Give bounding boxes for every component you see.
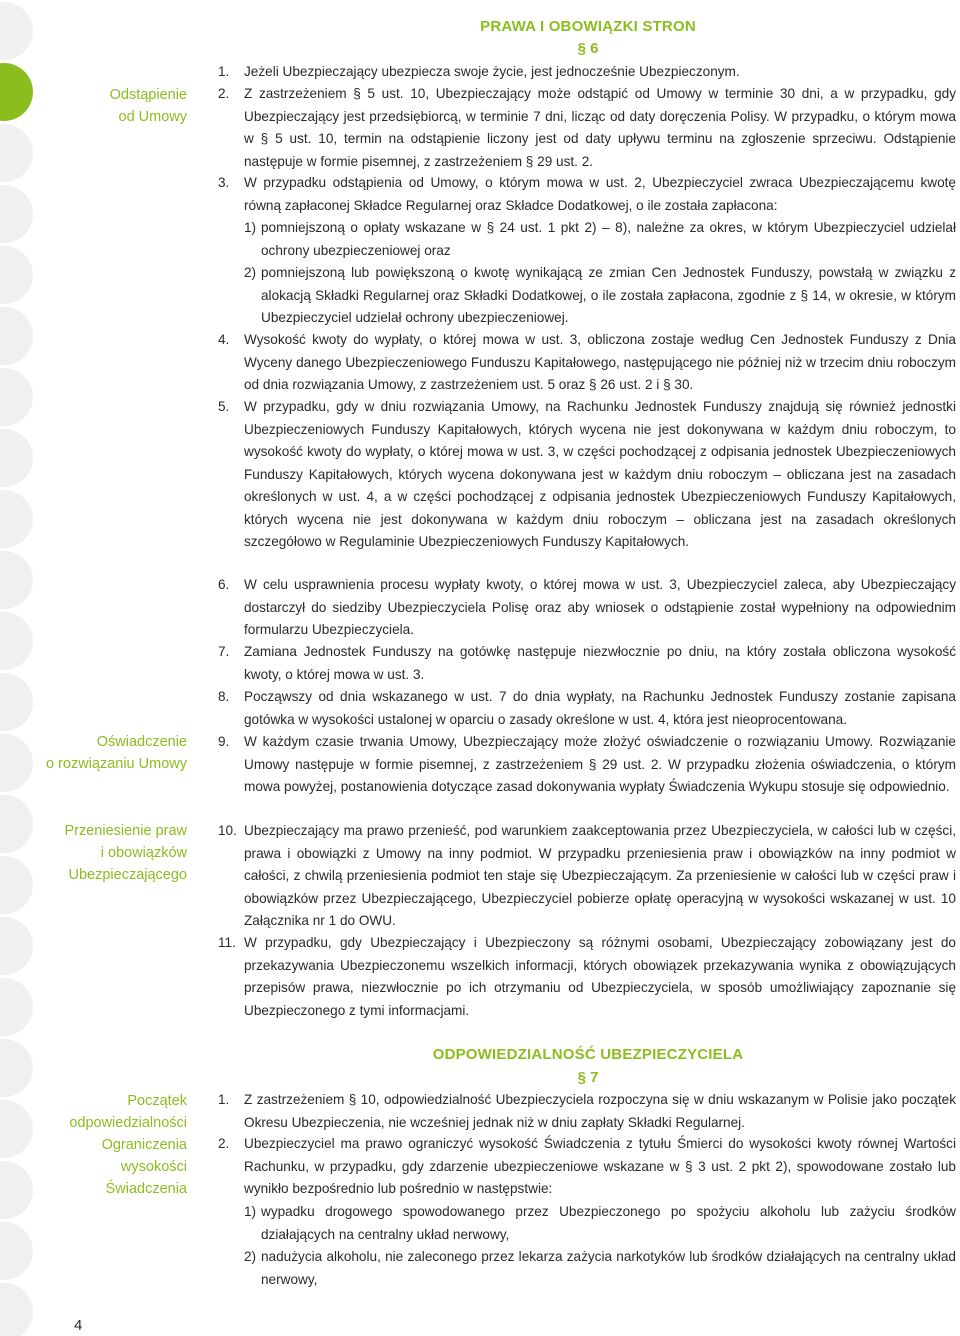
paragraph-text: Wysokość kwoty do wypłaty, o której mowa w ust. 3, obliczona zostaje według Cen Jednostek Funduszy z Dnia Wyceny danego Ubezpieczeniowego Funduszu Kapitałowego, następującego nie później niż w trzecim dniu roboczym od dnia rozwiązania Umowy, z zastrzeżeniem ust. 5 oraz § 26 ust. 2 i § 30. xyxy=(244,332,956,392)
paragraph-number: 9. xyxy=(218,734,230,749)
subpoint-number: 2) xyxy=(244,265,257,280)
paragraph-number: 1. xyxy=(218,64,230,79)
paragraph-text: W celu usprawnienia procesu wypłaty kwoty, o której mowa w ust. 3, Ubezpieczyciel zaleca, aby Ubezpieczający dostarczył do siedziby Ubezpieczyciela Polisę oraz aby wniosek o odstąpienie został wypełniony na odpowiednim formularzu Ubezpieczyciela. xyxy=(244,577,956,637)
subpoint-text: nadużycia alkoholu, nie zaleconego przez lekarza zażycia narkotyków lub środków działających na centralny układ nerwowy, xyxy=(261,1249,956,1287)
paragraph-number: 2. xyxy=(218,86,230,101)
paragraph-number: 11. xyxy=(218,935,236,950)
subpoint-7-2-1 xyxy=(244,1201,956,1246)
paragraph-text: W przypadku, gdy w dniu rozwiązania Umowy, na Rachunku Jednostek Funduszy znajdują się również jednostki Ubezpieczeniowych Funduszy Kapitałowych, których wycena nie jest dokonywana w każdym dniu roboczym, to wysokość kwoty do wypłaty, o której mowa w ust. 3, w części pochodzącej z odpisania jednostek Ubezpieczeniowych Funduszy Kapitałowych, których wycena dokonywana jest w każdym dniu roboczym – obliczana jest na zasadach określonych w ust. 4, a w części pochodzącej z odpisania jednostek Ubezpieczeniowych Funduszy Kapitałowych, których wycena nie jest dokonywana w każdym dniu roboczym – obliczana jest na zasadach określonych szczegółowo w Regulaminie Ubezpieczeniowych Funduszy Kapitałowych. xyxy=(244,399,956,549)
paragraph-text: Z zastrzeżeniem § 5 ust. 10, Ubezpieczający może odstąpić od Umowy w terminie 30 dni, a w przypadku, gdy Ubezpieczający jest przedsiębiorcą, w terminie 7 dni, licząc od daty doręczenia Polisy. W przypadku, o którym mowa w § 5 ust. 10, termin na odstąpienie liczony jest od daty upływu terminu na zgłoszenie sprzeciwu. Odstąpienie następuje w formie pisemnej, z zastrzeżeniem § 29 ust. 2. xyxy=(244,86,956,169)
subpoint-number: 1) xyxy=(244,220,257,235)
subpoint-7-2-2 xyxy=(244,1246,956,1291)
paragraph-6-7 xyxy=(218,641,956,686)
subpoint-text: pomniejszoną lub powiększoną o kwotę wynikającą ze zmian Cen Jednostek Funduszy, powstałą w związku z alokacją Składki Regularnej oraz Składki Dodatkowej, o ile została zapłacona, zgodnie z § 14, w okresie, w którym Ubezpieczyciel udzielał ochrony ubezpieczeniowej. xyxy=(261,265,956,325)
side-label-start-of-liability: Początek odpowiedzialności Ograniczenia wysokości Świadczenia xyxy=(69,1093,187,1197)
paragraph-text: Z zastrzeżeniem § 10, odpowiedzialność Ubezpieczyciela rozpoczyna się w dniu wskazanym w Polisie jako początek Okresu Ubezpieczenia, nie wcześniej jednak niż w dniu zapłaty Składki Regularnej. xyxy=(244,1092,956,1130)
paragraph-number: 4. xyxy=(218,332,230,347)
paragraph-6-2 xyxy=(218,83,956,173)
section-title-rights-obligations: PRAWA I OBOWIĄZKI STRON xyxy=(480,18,696,35)
paragraph-number: 8. xyxy=(218,689,230,704)
paragraph-number: 10. xyxy=(218,823,237,838)
paragraph-6-10 xyxy=(218,820,956,933)
paragraph-number: 6. xyxy=(218,577,230,592)
paragraph-6-1 xyxy=(218,61,956,84)
side-label-termination-statement: Oświadczenie o rozwiązaniu Umowy xyxy=(45,734,187,772)
subpoint-text: pomniejszoną o opłaty wskazane w § 24 ust. 1 pkt 2) – 8), należne za okres, w którym Ubezpieczyciel udzielał ochrony ubezpieczeniowej oraz xyxy=(261,220,956,258)
side-label-withdrawal: Odstąpienie od Umowy xyxy=(109,87,187,125)
paragraph-6-5 xyxy=(218,396,956,554)
paragraph-number: 5. xyxy=(218,399,230,414)
paragraph-number: 2. xyxy=(218,1136,230,1151)
section-title-insurer-liability: ODPOWIEDZIALNOŚĆ UBEZPIECZYCIELA xyxy=(432,1046,744,1063)
section-number-7: § 7 xyxy=(577,1069,599,1086)
paragraph-7-1 xyxy=(218,1089,956,1134)
paragraph-number: 7. xyxy=(218,644,230,659)
paragraph-text: Ubezpieczyciel ma prawo ograniczyć wysokość Świadczenia z tytułu Śmierci do wysokości kwoty równej Wartości Rachunku, w przypadku, gdy zdarzenie ubezpieczeniowe wskazane w § 3 ust. 2 pkt 2), spowodowane zostało lub wynikło bezpośrednio lub pośrednio w następstwie: xyxy=(244,1136,956,1196)
paragraph-6-9 xyxy=(218,731,956,799)
paragraph-6-3 xyxy=(218,172,956,217)
paragraph-text: W przypadku odstąpienia od Umowy, o którym mowa w ust. 2, Ubezpieczyciel zwraca Ubezpieczającemu kwotę równą zapłaconej Składce Regularnej oraz Składce Dodatkowej, o ile została zapłacona: xyxy=(244,175,956,213)
subpoint-text: wypadku drogowego spowodowanego przez Ubezpieczonego po spożyciu alkoholu lub zażyciu środków działających na centralny układ nerwowy, xyxy=(261,1204,956,1242)
subpoint-number: 1) xyxy=(244,1204,257,1219)
paragraph-6-8 xyxy=(218,686,956,731)
paragraph-text: Począwszy od dnia wskazanego w ust. 7 do dnia wypłaty, na Rachunku Jednostek Funduszy zostanie zapisana gotówka w wysokości ustalonej w oparciu o zasady określone w ust. 4, która jest nieoprocentowana. xyxy=(244,689,956,727)
paragraph-7-2 xyxy=(218,1133,956,1201)
paragraph-text: Zamiana Jednostek Funduszy na gotówkę następuje niezwłocznie po dniu, na który została obliczona wysokość kwoty, o której mowa w ust. 3. xyxy=(244,644,956,682)
paragraph-text: W przypadku, gdy Ubezpieczający i Ubezpieczony są różnymi osobami, Ubezpieczający zobowiązany jest do przekazywania Ubezpieczonemu wszelkich informacji, których obowiązek przekazywania wynika z obowiązujących przepisów prawa, niezwłocznie po ich otrzymaniu od Ubezpieczyciela, w sposób umożliwiający zapoznanie się Ubezpieczonego z tymi informacjami. xyxy=(244,935,956,1018)
subpoint-6-3-1 xyxy=(244,217,956,262)
paragraph-6-6 xyxy=(218,574,956,642)
subpoint-number: 2) xyxy=(244,1249,257,1264)
page-number: 4 xyxy=(74,1317,83,1334)
paragraph-number: 1. xyxy=(218,1092,230,1107)
side-label-transfer-of-rights: Przeniesienie praw i obowiązków Ubezpieczającego xyxy=(64,823,187,883)
paragraph-text: Ubezpieczający ma prawo przenieść, pod warunkiem zaakceptowania przez Ubezpieczyciela, w całości lub w części, prawa i obowiązki z Umowy na inny podmiot. W przypadku przeniesienia praw i obowiązków na inny podmiot w całości, z chwilą przeniesienia podmiot ten staje się Ubezpieczającym. Za przeniesienie w całości lub w części praw i obowiązków przez Ubezpieczającego, Ubezpieczyciel pobierze opłatę operacyjną w wysokości wskazanej w ust. 10 Załącznika nr 1 do OWU. xyxy=(244,823,956,928)
paragraph-text: W każdym czasie trwania Umowy, Ubezpieczający może złożyć oświadczenie o rozwiązaniu Umowy. Rozwiązanie Umowy następuje w formie pisemnej, z zastrzeżeniem § 29 ust. 2. W przypadku złożenia oświadczenia, o którym mowa powyżej, postanowienia dotyczące zasad dokonywania wypłaty Świadczenia Wykupu stosuje się odpowiednio. xyxy=(244,734,956,794)
section-number-6: § 6 xyxy=(577,40,599,57)
paragraph-6-11 xyxy=(218,932,956,1022)
paragraph-6-4 xyxy=(218,329,956,397)
subpoint-6-3-2 xyxy=(244,262,956,330)
paragraph-number: 3. xyxy=(218,175,230,190)
paragraph-text: Jeżeli Ubezpieczający ubezpiecza swoje życie, jest jednocześnie Ubezpieczonym. xyxy=(244,64,740,79)
